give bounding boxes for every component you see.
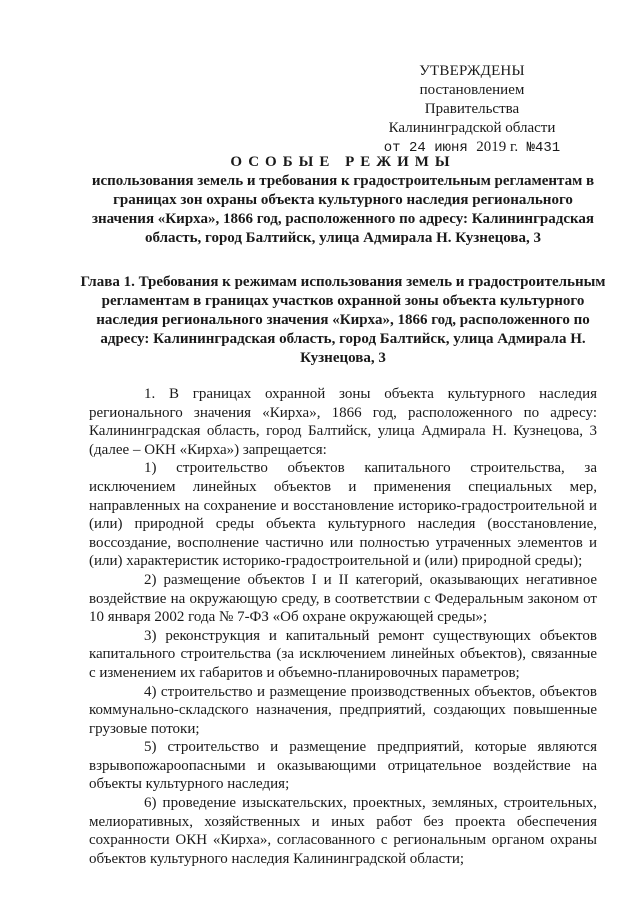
number-value: 431	[535, 140, 561, 156]
date-day-month: 24 июня	[409, 140, 468, 156]
date-prefix: от	[383, 140, 401, 156]
list-item-5: 5) строительство и размещение предприятий, которые являются взрывопожароопасными и оказывающими отрицательное воздействие на объекты культурного наследия;	[89, 739, 597, 793]
document-title	[90, 153, 596, 248]
list-item-2: 2) размещение объектов I и II категорий, оказывающих негативное воздействие на окружающую среду, в соответствии с Федеральным законом от 10 января 2002 года № 7-ФЗ «Об охране окружающей среды»;	[89, 571, 597, 626]
paragraph-1: 1. В границах охранной зоны объекта культурного наследия регионального значения «Кирха», 1866 год, расположенного по адресу: Калининградская область, город Балтийск, улица Адмирала Н. Кузнецова, 3 (далее – ОКН «Кирха») запрещается:	[89, 386, 597, 458]
approval-line-1: постановлением Правительства	[419, 82, 525, 117]
list-item-4: 4) строительство и размещение производственных объектов, объектов коммунально-складского назначения, предприятий, создающих повышенные грузовые потоки;	[89, 683, 597, 737]
title-subtitle: использования земель и требования к градостроительным регламентам в границах зон охраны объекта культурного наследия регионального значения «Кирха», 1866 год, расположенного по адресу: Калининградская область, город Балтийск, улица Адмирала Н. Кузнецова, 3	[91, 173, 595, 246]
date-year: 2019 г.	[476, 139, 519, 155]
list-item-1: 1) строительство объектов капитального строительства, за исключением линейных объектов и применения специальных мер, направленных на сохранение и восстановление историко-градостроительной и (или) природной среды объекта культурного наследия (восстановление, воссоздание, восполнение частично или полностью утраченных элементов и (или) характеристик историко-градостроительной и (или) природной среды);	[89, 460, 597, 570]
document-body	[89, 385, 597, 868]
approval-line-2: Калининградской области	[388, 120, 556, 136]
number-prefix: №	[526, 140, 535, 156]
approval-stamp	[372, 62, 572, 158]
chapter-heading: Глава 1. Требования к режимам использования земель и градостроительным регламентам в границах участков охранной зоны объекта культурного наследия регионального значения «Кирха», 1866 год, расположенного по адресу: Калининградская область, город Балтийск, улица Адмирала Н. Кузнецова, 3	[80, 274, 606, 366]
list-item-6: 6) проведение изыскательских, проектных, земляных, строительных, мелиоративных, хозяйственных и иных работ без проекта обеспечения сохранности ОКН «Кирха», согласованного с региональным органом охраны объектов культурного наследия Калининградской области;	[89, 795, 597, 867]
approval-heading: УТВЕРЖДЕНЫ	[419, 63, 525, 79]
list-item-3: 3) реконструкция и капитальный ремонт существующих объектов капитального строительства (за исключением линейных объектов), связанные с изменением их габаритов и объемно-планировочных параметров;	[89, 627, 597, 681]
title-heading: ОСОБЫЕ РЕЖИМЫ	[230, 154, 456, 170]
